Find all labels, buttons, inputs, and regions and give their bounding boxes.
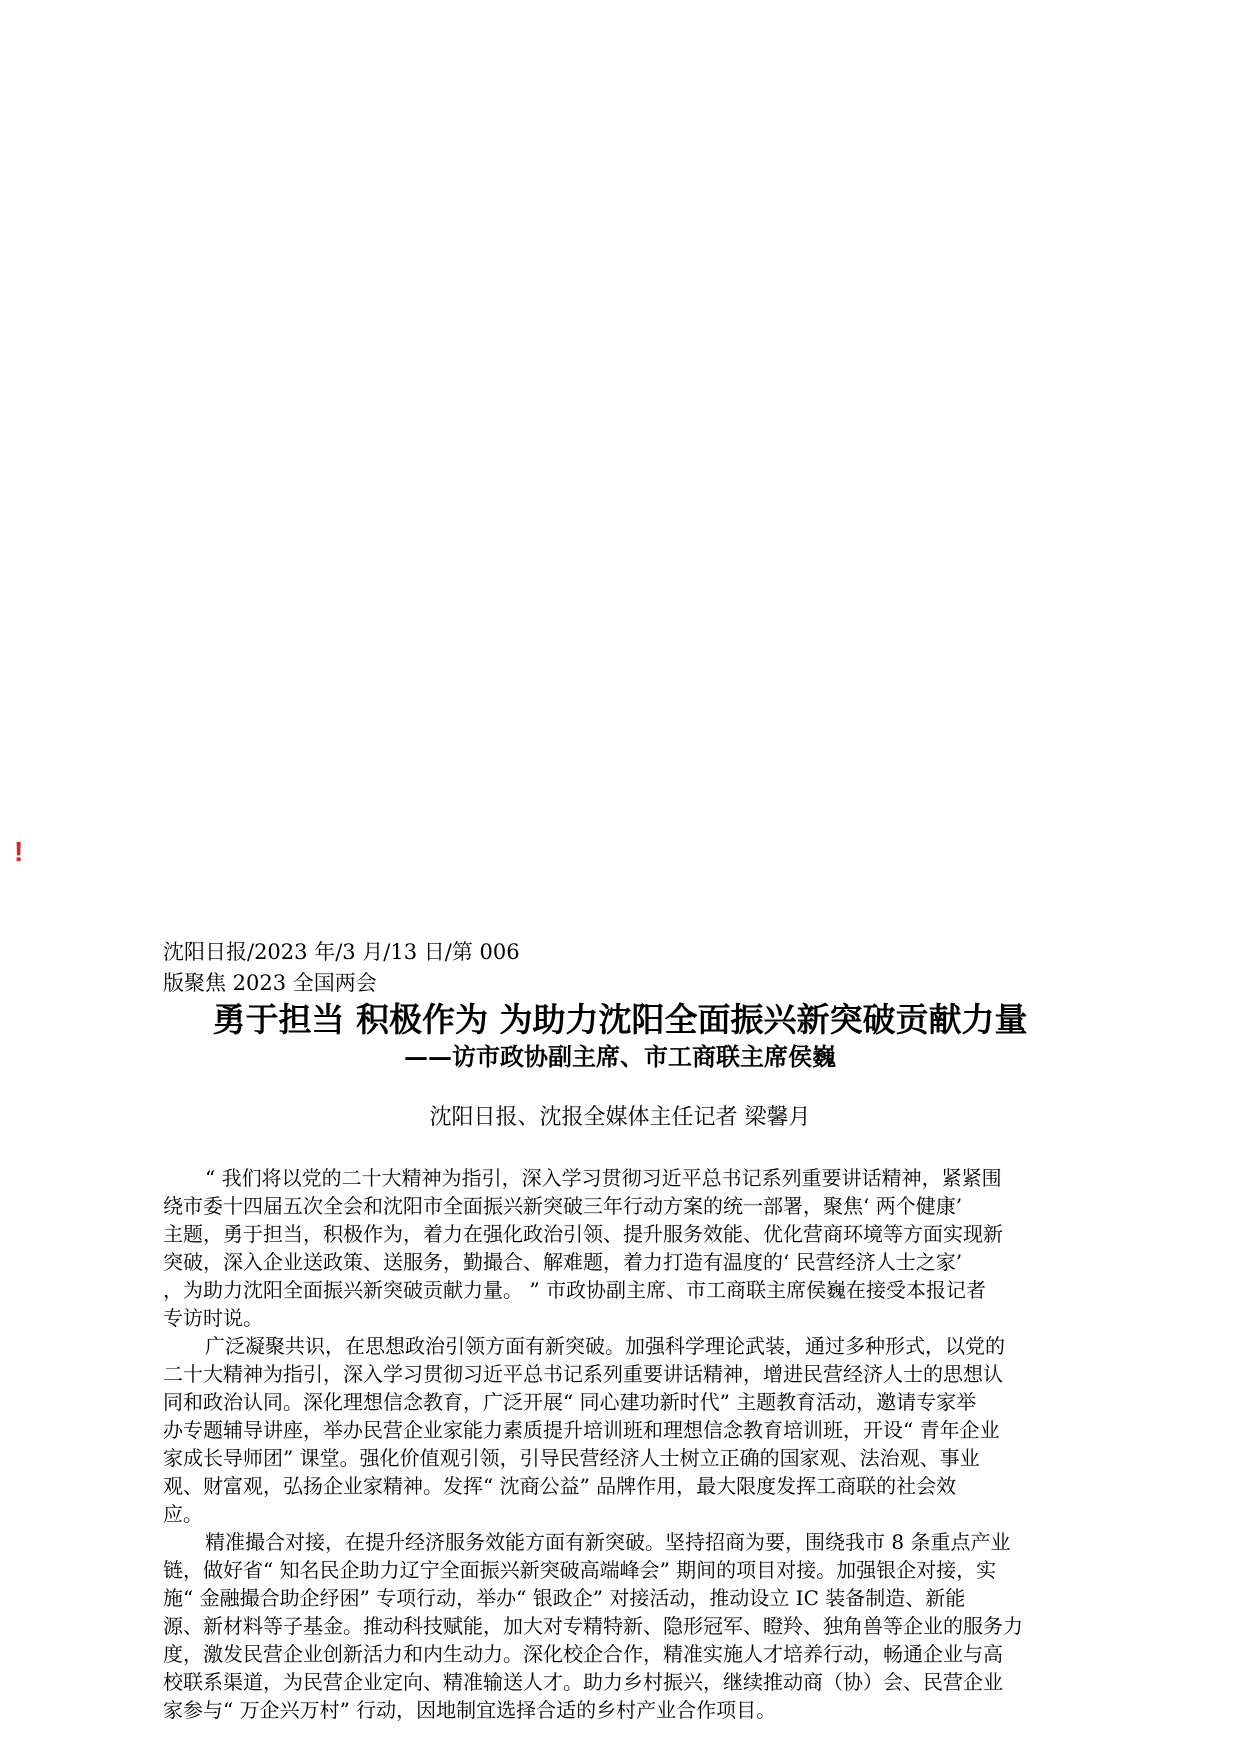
body-line: 办专题辅导讲座，举办民营企业家能力素质提升培训班和理想信念教育培训班，开设“ 青年企业 (163, 1418, 1000, 1442)
body-line: 应。 (163, 1502, 203, 1526)
body-line: 绕市委十四届五次全会和沈阳市全面振兴新突破三年行动方案的统一部署，聚焦‘ 两个健康’ (163, 1194, 963, 1218)
article-title: 勇于担当 积极作为 为助力沈阳全面振兴新突破贡献力量 (212, 1000, 1028, 1039)
body-line: 精准撮合对接，在提升经济服务效能方面有新突破。坚持招商为要，围绕我市 8 条重点产业 (205, 1530, 1011, 1554)
body-line: 同和政治认同。深化理想信念教育，广泛开展“ 同心建功新时代” 主题教育活动，邀请专家举 (163, 1390, 977, 1414)
body-line: 校联系渠道，为民营企业定向、精准输送人才。助力乡村振兴，继续推动商（协）会、民营企业 (163, 1670, 1003, 1694)
source-line-1: 沈阳日报/2023 年/3 月/13 日/第 006 (163, 940, 520, 964)
body-line: 源、新材料等子基金。推动科技赋能，加大对专精特新、隐形冠军、瞪羚、独角兽等企业的服务力 (163, 1614, 1023, 1638)
body-line: 施“ 金融撮合助企纾困” 专项行动，举办“ 银政企” 对接活动，推动设立 IC 装备制造、新能 (163, 1586, 966, 1610)
body-line: 观、财富观，弘扬企业家精神。发挥“ 沈商公益” 品牌作用，最大限度发挥工商联的社会效 (163, 1474, 957, 1498)
body-line: 度，激发民营企业创新活力和内生动力。深化校企合作，精准实施人才培养行动，畅通企业与高 (163, 1642, 1003, 1666)
body-line: “ 我们将以党的二十大精神为指引，深入学习贯彻习近平总书记系列重要讲话精神，紧紧围 (205, 1166, 1002, 1190)
body-line: 广泛凝聚共识，在思想政治引领方面有新突破。加强科学理论武装，通过多种形式，以党的 (205, 1334, 1005, 1358)
article-body (163, 1164, 1093, 1724)
body-line: 链，做好省“ 知名民企助力辽宁全面振兴新突破高端峰会” 期间的项目对接。加强银企对接，实 (163, 1558, 997, 1582)
body-line: 家成长导师团” 课堂。强化价值观引领，引导民营经济人士树立正确的国家观、法治观、事业 (163, 1446, 980, 1470)
source-line-2: 版聚焦 2023 全国两会 (163, 971, 377, 995)
body-line: 二十大精神为指引，深入学习贯彻习近平总书记系列重要讲话精神，增进民营经济人士的思想认 (163, 1362, 1003, 1386)
body-line: 突破，深入企业送政策、送服务，勤撮合、解难题，着力打造有温度的‘ 民营经济人士之家’ (163, 1250, 963, 1274)
body-line: 家参与“ 万企兴万村” 行动，因地制宜选择合适的乡村产业合作项目。 (163, 1698, 777, 1722)
body-line: ，为助力沈阳全面振兴新突破贡献力量。 ” 市政协副主席、市工商联主席侯巍在接受本报记者 (163, 1278, 986, 1302)
source-info (163, 937, 523, 999)
article-subtitle: ——访市政协副主席、市工商联主席侯巍 (404, 1042, 836, 1071)
body-line: 专访时说。 (163, 1306, 263, 1330)
red-exclamation-mark: ! (14, 836, 24, 867)
body-line: 主题，勇于担当，积极作为，着力在强化政治引领、提升服务效能、优化营商环境等方面实现新 (163, 1222, 1003, 1246)
article-byline: 沈阳日报、沈报全媒体主任记者 梁馨月 (429, 1105, 811, 1130)
